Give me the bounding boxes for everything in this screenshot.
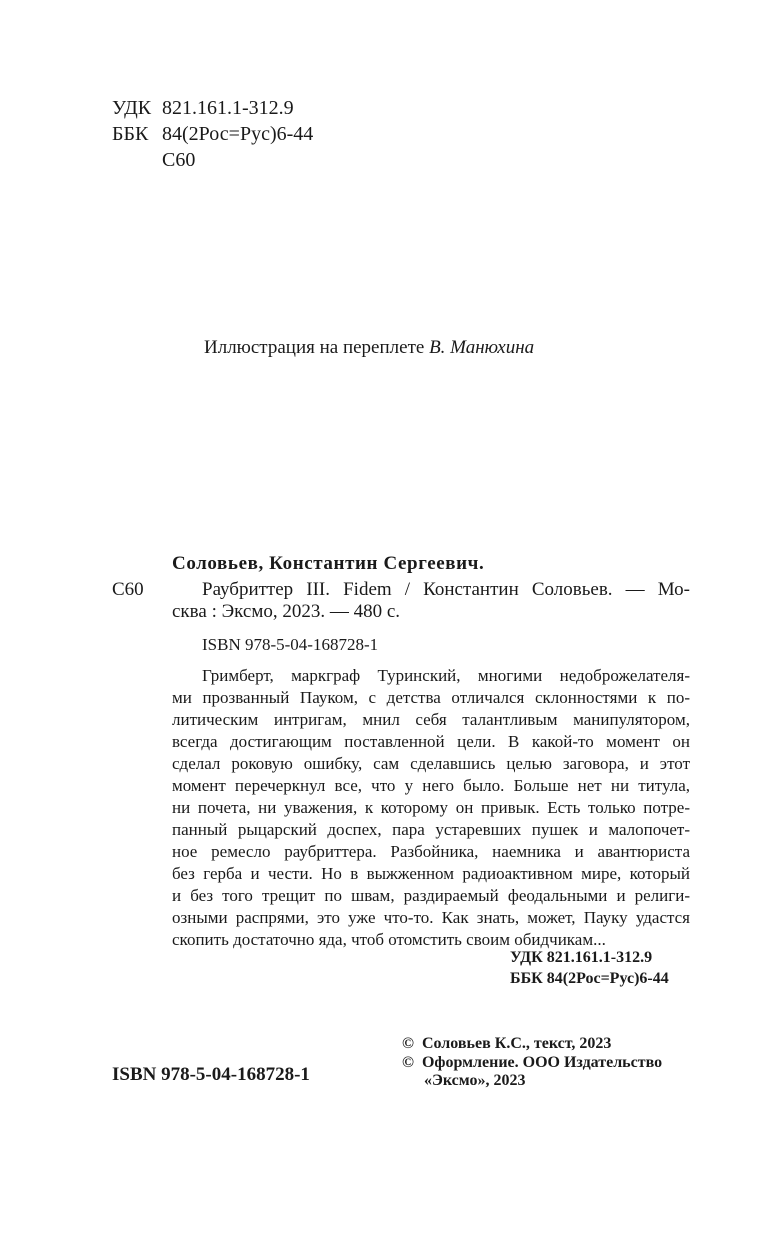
- udk-row: [112, 96, 294, 120]
- author-sign-top: С60: [162, 149, 196, 171]
- annotation-line: сделал роковую ошибку, сам сделавшись целью заговора, и этот: [172, 754, 690, 773]
- bbk-value: 84(2Рос=Рус)6-44: [162, 123, 314, 145]
- annotation-line: ни почета, ни уважения, к которому он привык. Есть только потре-: [172, 798, 690, 817]
- author-sign-catalog: С60: [112, 579, 144, 600]
- annotation-line: и без того трещит по швам, раздираемый феодальными и религи-: [172, 886, 690, 905]
- illustration-prefix: Иллюстрация на переплете: [204, 337, 425, 358]
- bottom-udk: УДК 821.161.1-312.9: [510, 949, 653, 966]
- isbn-footer: ISBN 978-5-04-168728-1: [112, 1064, 310, 1085]
- annotation-line: панный рыцарский доспех, пара устаревших пушек и малопочет-: [172, 820, 690, 839]
- copyright-line-1: [402, 1034, 611, 1054]
- illustration-credit: [204, 336, 534, 360]
- catalog-isbn: ISBN 978-5-04-168728-1: [202, 635, 379, 654]
- annotation-line: ное ремесло раубриттера. Разбойника, наемника и авантюриста: [172, 842, 690, 861]
- copyright-line-2: [402, 1053, 662, 1073]
- udk-value: 821.161.1-312.9: [162, 97, 294, 119]
- annotation-line: момент перечеркнул все, что у него было. Больше нет ни титула,: [172, 776, 690, 795]
- annotation-line: скопить достаточно яда, чтоб отомстить своим обидчикам...: [172, 930, 606, 949]
- author-heading: Соловьев, Константин Сергеевич.: [172, 553, 485, 574]
- udk-label: УДК: [112, 97, 152, 119]
- illustration-artist: В. Манюхина: [429, 337, 535, 358]
- copyright-design: Оформление. ООО Издательство: [421, 1054, 663, 1071]
- copyright-author: Соловьев К.С., текст, 2023: [421, 1035, 612, 1052]
- book-title-line-2: сква : Эксмо, 2023. — 480 с.: [172, 601, 401, 622]
- annotation-line: Гримберт, маркграф Туринский, многими недоброжелателя-: [202, 666, 690, 685]
- book-title-line-1: Раубриттер III. Fidem / Константин Соловьев. — Мо-: [202, 579, 690, 600]
- annotation-line: озными распрями, это уже что-то. Как знать, может, Пауку удастся: [172, 908, 690, 927]
- bbk-label: ББК: [112, 123, 149, 145]
- annotation-line: ми прозванный Пауком, с детства отличался склонностями к по-: [172, 688, 690, 707]
- copyright-symbol: ©: [402, 1035, 414, 1052]
- annotation-line: литическим интригам, мнил себя талантливым манипулятором,: [172, 710, 690, 729]
- annotation-line: без герба и чести. Но в выжженном радиоактивном мире, который: [172, 864, 690, 883]
- bbk-row: [112, 122, 313, 146]
- annotation-line: всегда достигающим поставленной цели. В какой-то момент он: [172, 732, 690, 751]
- bottom-bbk: ББК 84(2Рос=Рус)6-44: [510, 970, 669, 987]
- copyright-line-3: «Эксмо», 2023: [424, 1072, 526, 1089]
- copyright-symbol: ©: [402, 1054, 414, 1071]
